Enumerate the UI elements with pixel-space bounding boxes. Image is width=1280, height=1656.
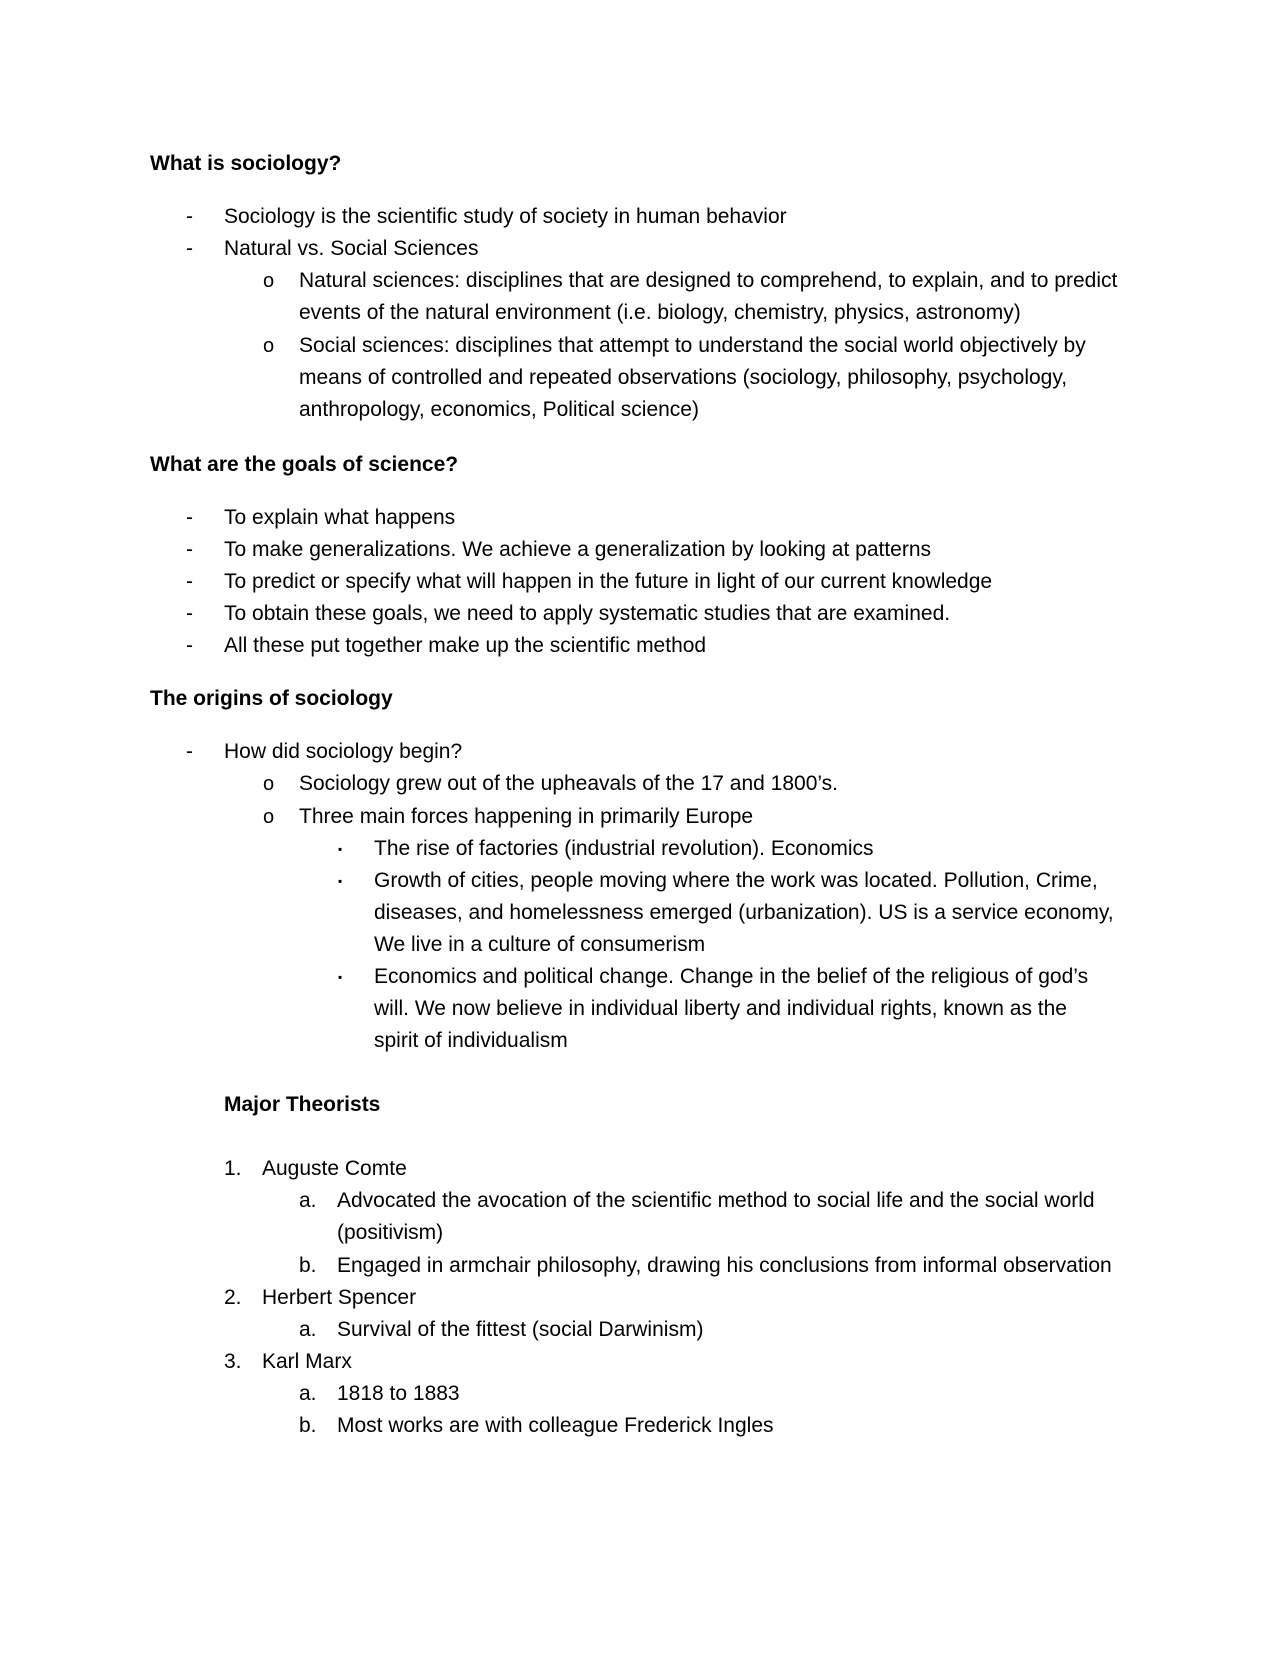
letter-marker: b. bbox=[299, 1414, 317, 1437]
number-marker: 1. bbox=[224, 1157, 242, 1180]
number-marker: 2. bbox=[224, 1286, 242, 1309]
list-item-text: To explain what happens bbox=[224, 506, 456, 529]
theorist-name: Auguste Comte bbox=[262, 1157, 407, 1180]
letter-marker: a. bbox=[299, 1318, 317, 1341]
dash-bullet: - bbox=[186, 570, 193, 593]
dash-bullet: - bbox=[186, 740, 193, 763]
heading-goals-of-science: What are the goals of science? bbox=[150, 453, 459, 476]
theorist-detail-text: 1818 to 1883 bbox=[337, 1382, 460, 1405]
list-item-text: To obtain these goals, we need to apply systematic studies that are examined. bbox=[224, 602, 951, 625]
dash-bullet: - bbox=[186, 538, 193, 561]
theorist-name: Herbert Spencer bbox=[262, 1286, 417, 1309]
letter-marker: b. bbox=[299, 1254, 317, 1277]
list-item-text: All these put together make up the scientific method bbox=[224, 634, 707, 657]
list-item-text: How did sociology begin? bbox=[224, 740, 463, 763]
theorist-detail-text: Advocated the avocation of the scientific method to social life and the social world (positivism) bbox=[337, 1189, 1095, 1244]
sub-list-item-text: Natural sciences: disciplines that are designed to comprehend, to explain, and to predict events of the natural environment (i.e. biology, chemistry, physics, astronomy) bbox=[299, 269, 1118, 324]
square-bullet: ▪ bbox=[338, 874, 343, 888]
circle-bullet: o bbox=[263, 773, 275, 795]
dash-bullet: - bbox=[186, 237, 193, 260]
force-item-text: Growth of cities, people moving where the work was located. Pollution, Crime, diseases, and homelessness emerged (urbanization). US is a service economy, We live in a culture of consumerism bbox=[374, 869, 1114, 956]
sub-list-item-text: Three main forces happening in primarily Europe bbox=[299, 805, 754, 828]
circle-bullet: o bbox=[263, 806, 275, 828]
list-item-text: To predict or specify what will happen in the future in light of our current knowledge bbox=[224, 570, 993, 593]
theorist-detail-text: Most works are with colleague Frederick Ingles bbox=[337, 1414, 774, 1437]
square-bullet: ▪ bbox=[338, 842, 343, 856]
theorist-detail-text: Engaged in armchair philosophy, drawing his conclusions from informal observation bbox=[337, 1254, 1112, 1277]
heading-origins-of-sociology: The origins of sociology bbox=[150, 687, 393, 710]
heading-major-theorists: Major Theorists bbox=[224, 1093, 381, 1116]
dash-bullet: - bbox=[186, 506, 193, 529]
letter-marker: a. bbox=[299, 1189, 317, 1212]
dash-bullet: - bbox=[186, 634, 193, 657]
circle-bullet: o bbox=[263, 270, 275, 292]
list-item-text: To make generalizations. We achieve a generalization by looking at patterns bbox=[224, 538, 932, 561]
sub-list-item-text: Sociology grew out of the upheavals of the 17 and 1800’s. bbox=[299, 772, 838, 795]
heading-what-is-sociology: What is sociology? bbox=[150, 152, 342, 175]
force-item-text: The rise of factories (industrial revolution). Economics bbox=[374, 837, 874, 860]
dash-bullet: - bbox=[186, 602, 193, 625]
list-item-text: Natural vs. Social Sciences bbox=[224, 237, 479, 260]
dash-bullet: - bbox=[186, 205, 193, 228]
theorist-detail-text: Survival of the fittest (social Darwinism) bbox=[337, 1318, 704, 1341]
square-bullet: ▪ bbox=[338, 970, 343, 984]
circle-bullet: o bbox=[263, 335, 275, 357]
sub-list-item-text: Social sciences: disciplines that attempt to understand the social world objectively by means of controlled and repeated observations (sociology, philosophy, psychology, anthropology, economics, Political science) bbox=[299, 334, 1086, 421]
force-item-text: Economics and political change. Change in the belief of the religious of god’s will. We now believe in individual liberty and individual rights, known as the spirit of individualism bbox=[374, 965, 1089, 1052]
theorist-name: Karl Marx bbox=[262, 1350, 352, 1373]
letter-marker: a. bbox=[299, 1382, 317, 1405]
list-item-text: Sociology is the scientific study of society in human behavior bbox=[224, 205, 787, 228]
number-marker: 3. bbox=[224, 1350, 242, 1373]
